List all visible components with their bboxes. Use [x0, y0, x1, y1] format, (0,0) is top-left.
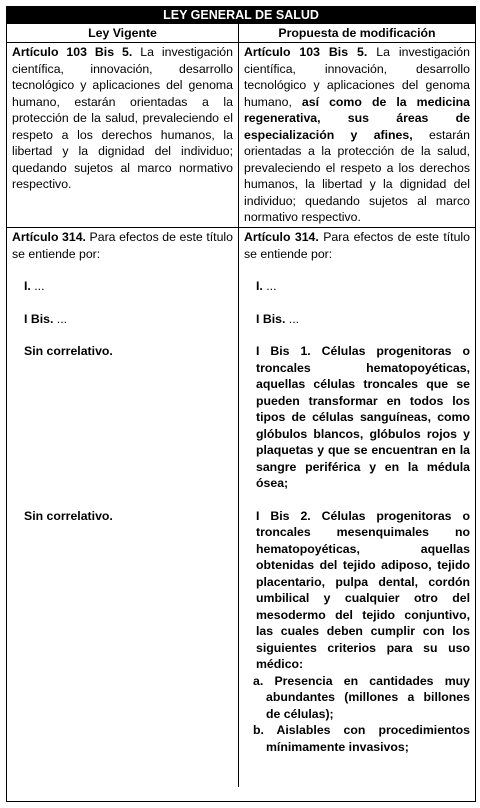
- item-ibis: [12, 311, 233, 328]
- item-i-rest: ...: [262, 279, 277, 293]
- definition-ibis2: I Bis 2. Células progenitoras o troncales mesenquimales no hematopoyéticas, aquellas obtenidas del tejido adiposo, tejido placentario, pulpa dental, cordón umbilical y cualquier otro del mesodermo del tejido conjuntivo, las cuales deben cumplir con los siguientes criterios para su uso médico:: [256, 508, 470, 671]
- cell-vigente-103bis5: [7, 43, 239, 227]
- article-body: Para efectos de este título se entiende por:: [244, 230, 470, 261]
- item-ibis-label: I Bis.: [24, 311, 54, 326]
- item-i: [244, 278, 470, 295]
- article-lead: Artículo 103 Bis 5.: [12, 45, 133, 59]
- criterion-a: a. Presencia en cantidades muy abundantes (millones a billones de células);: [253, 673, 470, 721]
- item-ibis-label: I Bis.: [256, 311, 286, 326]
- article-lead: Artículo 314.: [12, 230, 86, 244]
- item-i-label: I.: [256, 279, 263, 293]
- article-body-end: estarán orientadas a la protección de la salud, prevaleciendo el respeto a los derechos humanos, la libertad y la dignidad del individuo; quedando sujetos al marco normativo respectivo.: [244, 127, 470, 224]
- article-text: [244, 229, 470, 262]
- table-row: [7, 43, 475, 228]
- header-propuesta: Propuesta de modificación: [278, 26, 436, 40]
- comparison-table: [6, 6, 476, 802]
- sin-correlativo-1: Sin correlativo.: [24, 344, 113, 358]
- article-lead: Artículo 103 Bis 5.: [244, 45, 368, 59]
- item-ibis-rest: ...: [53, 311, 68, 326]
- article-body: La investigación científica, innovación, desarrollo tecnológico y aplicaciones del genoma humano, estarán orientadas a la protección de la salud, prevaleciendo el respeto a los derechos humanos, la libertad y la dignidad del individuo; quedando sujetos al marco normativo respectivo.: [12, 45, 233, 191]
- item-ibis-rest: ...: [285, 311, 300, 326]
- table-row: [7, 228, 475, 787]
- criterion-b: b. Aislables con procedimientos mínimamente invasivos;: [253, 723, 470, 754]
- article-body: La investigación científica, innovación, desarrollo tecnológico y aplicaciones del genoma humano,: [244, 45, 470, 109]
- item-ibis: [244, 311, 470, 328]
- item-i-rest: ...: [30, 279, 45, 293]
- item-i-label: I.: [24, 279, 31, 293]
- table-title: LEY GENERAL DE SALUD: [7, 7, 475, 24]
- sin-correlativo-2: Sin correlativo.: [24, 508, 113, 523]
- definition-ibis1: I Bis 1. Células progenitoras o troncales hematopoyéticas, aquellas células troncales que se pueden transformar en todos los tipos de células sanguíneas, como glóbulos blancos, glóbulos rojos y plaquetas y que se encuentran en la sangre periférica y en la médula ósea;: [256, 344, 470, 490]
- header-ley-vigente: Ley Vigente: [7, 24, 239, 42]
- cell-propuesta-314: [239, 228, 475, 787]
- header-row: [7, 24, 475, 43]
- item-i: [12, 278, 233, 295]
- article-text: [12, 44, 233, 193]
- article-text: [244, 44, 470, 226]
- article-lead: Artículo 314.: [244, 230, 319, 244]
- cell-propuesta-103bis5: [239, 43, 475, 227]
- article-addition: así como de la medicina regenerativa, sus áreas de especialización y afines,: [244, 94, 470, 142]
- article-text: [12, 229, 233, 262]
- article-body: Para efectos de este título se entiende por:: [12, 230, 233, 261]
- cell-vigente-314: [7, 228, 239, 787]
